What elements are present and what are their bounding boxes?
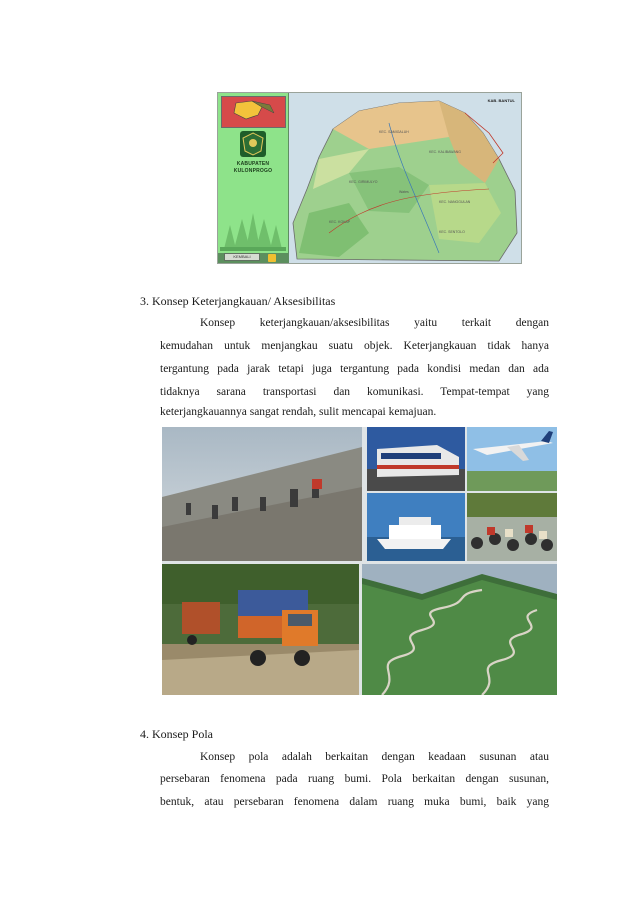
svg-text:KEC. KALIBAWANG: KEC. KALIBAWANG [429,150,462,154]
section4-heading: 4. Konsep Pola [140,727,213,741]
back-button[interactable]: KEMBALI [224,253,260,261]
photo-people-climbing-slope [162,427,362,561]
section3-heading: 3. Konsep Keterjangkauan/ Aksesibilitas [140,294,336,308]
photo-winding-mountain-road [362,564,557,695]
photo-train [367,427,465,491]
section3-line-1: Konsep keterjangkauan/aksesibilitas yaitu terkait dengan [200,317,549,329]
svg-text:Wates: Wates [399,190,409,194]
map-title: KAB. BANTUL [487,98,515,103]
info-icon[interactable] [268,254,276,262]
photo-airplane [467,427,557,491]
svg-text:KEC. NANGGULAN: KEC. NANGGULAN [439,200,471,204]
photo-cruise-ship [367,493,465,561]
svg-text:KEC. SAMIGALUH: KEC. SAMIGALUH [379,130,409,134]
section3-line-2: kemudahan untuk menjangkau suatu objek. Keterjangkauan tidak hanya [160,340,549,352]
region-locator-thumbnail [221,96,286,128]
regency-emblem-icon [240,131,266,157]
svg-text:KEC. SENTOLO: KEC. SENTOLO [439,230,465,234]
kulonprogo-map-figure [217,92,522,264]
section4-line-3: bentuk, atau persebaran fenomena dalam ruang muka bumi, baik yang [160,796,549,808]
panel-title-line1: KABUPATEN [236,161,270,167]
section3-last-line: keterjangkauannya sangat rendah, sulit mencapai kemajuan. [160,406,437,418]
section3-line-3: tergantung pada jarak tetapi juga tergantung pada kondisi medan dan ada [160,363,549,375]
svg-text:KEC. GIRIMULYO: KEC. GIRIMULYO [349,180,378,184]
regency-map [289,93,521,263]
section3-line-4: tidaknya sarana transportasi dan komunikasi. Tempat-tempat yang [160,386,549,398]
region-shape-icon [222,97,285,127]
accessibility-photo-collage [162,427,557,695]
panel-title-line2: KULONPROGO [233,168,273,174]
photo-truck-muddy-road [162,564,359,695]
section4-line-2: persebaran fenomena pada ruang bumi. Pola berkaitan dengan susunan, [160,773,549,785]
terrain-map-graphic [289,93,521,263]
photo-motorcycle-traffic [467,493,557,561]
svg-text:KEC. KOKAP: KEC. KOKAP [329,220,351,224]
temple-silhouette-icon [220,211,286,251]
section4-line-1: Konsep pola adalah berkaitan dengan keadaan susunan atau [200,751,549,763]
map-side-panel [218,93,290,263]
